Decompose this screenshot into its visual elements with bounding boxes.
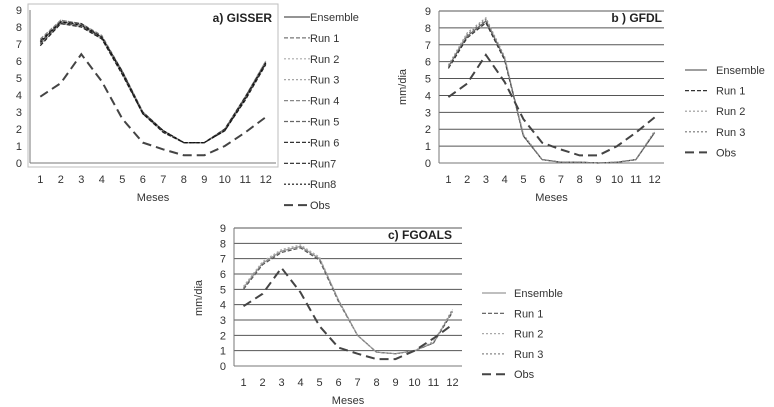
x-tick-label: 3	[78, 174, 85, 186]
chart-title: c) FGOALS	[387, 228, 452, 242]
x-tick-label: 4	[297, 377, 304, 389]
series-line	[244, 245, 453, 354]
x-tick-label: 10	[408, 377, 421, 389]
legend-label: Run8	[310, 179, 337, 192]
series-line	[448, 19, 654, 163]
x-tick-label: 11	[427, 377, 440, 389]
y-tick-label: 0	[424, 158, 431, 170]
x-tick-label: 5	[520, 174, 527, 186]
y-tick-label: 5	[219, 284, 226, 297]
y-tick-label: 5	[424, 73, 431, 86]
legend-label: Run 2	[716, 106, 746, 119]
y-tick-label: 7	[424, 39, 431, 52]
y-tick-label: 8	[424, 22, 431, 35]
x-tick-label: 2	[57, 174, 64, 186]
y-tick-label: 6	[424, 56, 431, 69]
legend-label: Obs	[310, 200, 331, 213]
y-tick-label: 6	[15, 56, 22, 68]
series-line	[40, 24, 265, 143]
series-line	[40, 22, 265, 143]
y-tick-label: 4	[15, 90, 22, 102]
y-tick-label: 5	[15, 73, 22, 85]
x-tick-label: 3	[278, 377, 285, 389]
x-tick-label: 1	[240, 377, 247, 389]
x-tick-label: 3	[482, 174, 489, 186]
y-tick-label: 9	[219, 223, 226, 235]
legend-label: Run 1	[716, 85, 746, 98]
y-tick-label: 9	[15, 5, 22, 17]
y-tick-label: 9	[424, 6, 431, 18]
y-tick-label: 3	[15, 107, 22, 119]
y-tick-label: 2	[219, 330, 226, 343]
legend-label: Run 2	[514, 328, 544, 341]
x-tick-label: 11	[630, 174, 642, 186]
x-axis-label: Meses	[331, 395, 365, 407]
series-line	[40, 24, 265, 143]
x-tick-label: 12	[648, 174, 661, 186]
legend-label: Run 1	[310, 32, 340, 45]
y-tick-label: 2	[424, 124, 431, 137]
y-tick-label: 7	[219, 253, 226, 266]
y-axis-label: mm/dia	[193, 279, 205, 317]
y-tick-label: 4	[219, 299, 226, 312]
chart-title: b ) GFDL	[611, 11, 662, 25]
series-line	[244, 246, 453, 353]
x-tick-label: 8	[180, 174, 187, 186]
y-tick-label: 3	[424, 107, 431, 120]
y-tick-label: 8	[15, 22, 22, 34]
y-tick-label: 6	[219, 269, 226, 281]
x-tick-label: 11	[239, 174, 251, 186]
legend-label: Run 5	[310, 116, 340, 129]
chart-title: a) GISSER	[212, 11, 272, 25]
x-tick-label: 6	[539, 174, 546, 186]
x-tick-label: 7	[557, 174, 564, 186]
series-line	[40, 22, 265, 143]
y-tick-label: 3	[219, 315, 226, 327]
x-axis-label: Meses	[535, 192, 568, 204]
legend-label: Run 1	[514, 308, 544, 321]
x-tick-label: 7	[160, 174, 167, 186]
x-tick-label: 2	[464, 174, 471, 186]
x-tick-label: 7	[354, 377, 361, 389]
series-line	[448, 21, 654, 163]
x-tick-label: 12	[259, 174, 272, 186]
legend-label: Obs	[716, 147, 737, 160]
legend-label: Ensemble	[716, 65, 765, 77]
legend-label: Run 3	[716, 126, 746, 139]
series-line	[448, 23, 654, 163]
x-tick-label: 9	[392, 377, 399, 389]
chart-3	[193, 223, 563, 407]
series-line	[40, 20, 265, 142]
x-tick-label: 5	[316, 377, 323, 389]
legend-label: Run 3	[310, 74, 340, 87]
series-line	[40, 20, 265, 142]
y-tick-label: 1	[219, 345, 226, 358]
x-tick-label: 12	[446, 377, 459, 389]
x-tick-label: 1	[445, 174, 452, 186]
series-line	[40, 24, 265, 143]
series-line	[40, 54, 265, 155]
x-tick-label: 2	[259, 377, 266, 389]
x-tick-label: 10	[611, 174, 624, 186]
x-tick-label: 4	[501, 174, 508, 186]
series-line	[244, 246, 453, 353]
x-tick-label: 9	[201, 174, 208, 186]
x-tick-label: 10	[218, 174, 231, 186]
x-tick-label: 5	[119, 174, 126, 186]
x-tick-label: 6	[139, 174, 146, 186]
legend-label: Run 2	[310, 53, 340, 66]
y-tick-label: 1	[15, 141, 22, 153]
y-tick-label: 7	[15, 39, 22, 51]
legend-label: Obs	[514, 369, 535, 382]
chart-1	[16, 4, 359, 212]
y-tick-label: 1	[424, 141, 431, 154]
legend-label: Ensemble	[514, 288, 563, 300]
legend-label: Run7	[310, 158, 337, 171]
y-tick-label: 8	[219, 238, 226, 251]
legend-label: Run 6	[310, 137, 340, 150]
x-tick-label: 8	[576, 174, 583, 186]
series-line	[448, 18, 654, 163]
x-tick-label: 1	[37, 174, 44, 186]
series-line	[448, 55, 654, 155]
x-tick-label: 6	[335, 377, 342, 389]
y-tick-label: 0	[15, 158, 22, 170]
series-line	[244, 248, 453, 354]
plot-border	[28, 4, 278, 167]
y-tick-label: 2	[15, 124, 22, 136]
x-axis-label: Meses	[136, 192, 170, 204]
x-tick-label: 9	[595, 174, 602, 186]
x-tick-label: 4	[98, 174, 105, 186]
series-line	[244, 268, 453, 359]
x-tick-label: 8	[373, 377, 380, 389]
legend-label: Run 3	[514, 348, 544, 361]
legend-label: Run 4	[310, 95, 340, 108]
series-line	[40, 22, 265, 143]
legend-label: Ensemble	[310, 12, 359, 24]
y-tick-label: 4	[424, 90, 431, 103]
y-axis-label: mm/dia	[397, 68, 409, 106]
chart-2	[397, 6, 765, 204]
y-tick-label: 0	[219, 361, 226, 373]
series-line	[40, 22, 265, 143]
